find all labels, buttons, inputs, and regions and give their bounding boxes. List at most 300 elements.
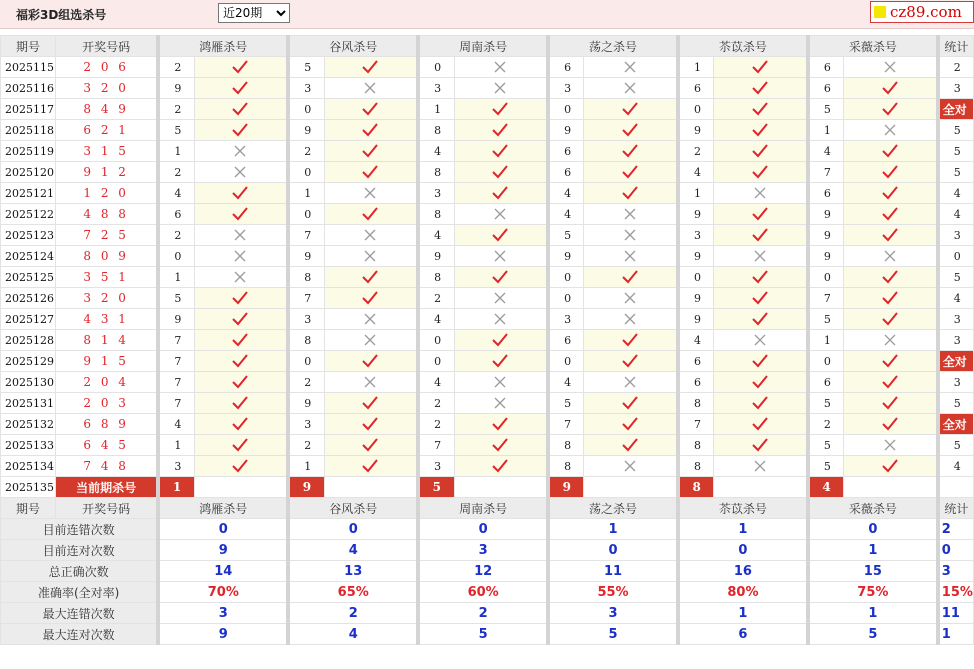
correct-count-cell: 4 [938,183,974,204]
correct-count-cell: 5 [938,267,974,288]
table-row [1,183,974,204]
result-mark-cell [584,141,678,162]
checkmark-icon [751,227,769,243]
col-expert-header: 荡之杀号 [548,36,678,57]
stats-row [1,603,974,624]
kill-number-cell: 8 [548,456,584,477]
kill-number-cell: 7 [548,414,584,435]
result-mark-cell [194,435,288,456]
checkmark-icon [231,290,249,306]
table-row [1,225,974,246]
cross-icon [881,332,899,348]
kill-number-cell: 7 [158,330,194,351]
checkmark-icon [491,458,509,474]
cross-icon [361,185,379,201]
checkmark-icon [231,374,249,390]
period-cell: 2025121 [1,183,56,204]
result-mark-cell [454,57,548,78]
stats-value: 0 [678,540,808,561]
checkmark-icon [881,458,899,474]
kill-number-cell: 7 [158,393,194,414]
result-mark-cell [844,330,938,351]
stats-value: 0 [288,519,418,540]
table-row [1,57,974,78]
col-expert-header: 鸿雁杀号 [158,498,288,519]
current-period-row [1,477,974,498]
result-mark-cell [844,141,938,162]
checkmark-icon [751,143,769,159]
checkmark-icon [881,101,899,117]
result-mark-cell [324,225,418,246]
period-cell: 2025135 [1,477,56,498]
logo-text: cz89.com [890,3,962,21]
empty-cell [584,477,678,498]
cross-icon [231,269,249,285]
kill-number-cell: 2 [418,393,454,414]
kill-number-cell: 6 [678,372,714,393]
draw-number-cell: 9 1 2 [55,162,158,183]
checkmark-icon [231,353,249,369]
col-expert-header: 采薇杀号 [808,36,938,57]
correct-count-cell: 4 [938,456,974,477]
top-bar [0,0,974,29]
result-mark-cell [454,351,548,372]
draw-number-cell: 6 4 5 [55,435,158,456]
kill-number-cell: 4 [548,183,584,204]
result-mark-cell [324,393,418,414]
result-mark-cell [194,78,288,99]
result-mark-cell [844,99,938,120]
result-mark-cell [584,162,678,183]
period-cell: 2025122 [1,204,56,225]
kill-number-cell: 3 [158,456,194,477]
kill-number-cell: 3 [288,414,324,435]
stats-row [1,561,974,582]
period-cell: 2025118 [1,120,56,141]
correct-count-cell: 5 [938,435,974,456]
result-mark-cell [584,435,678,456]
period-cell: 2025131 [1,393,56,414]
stats-value: 55% [548,582,678,603]
result-mark-cell [194,204,288,225]
result-mark-cell [454,204,548,225]
kill-number-cell: 0 [418,57,454,78]
col-period-header: 期号 [1,498,56,519]
table-row [1,414,974,435]
kill-number-cell: 9 [288,120,324,141]
kill-number-table [0,35,974,645]
period-cell: 2025132 [1,414,56,435]
stats-value: 5 [548,624,678,645]
cross-icon [881,437,899,453]
table-row [1,162,974,183]
kill-number-cell: 5 [808,456,844,477]
stats-label: 目前连对次数 [1,540,159,561]
page-title: 福彩3D组选杀号 [16,8,107,22]
checkmark-icon [881,353,899,369]
kill-number-cell: 5 [808,99,844,120]
cross-icon [751,332,769,348]
cross-icon [491,374,509,390]
col-expert-header: 采薇杀号 [808,498,938,519]
result-mark-cell [714,99,808,120]
kill-number-cell: 8 [418,162,454,183]
cross-icon [751,248,769,264]
result-mark-cell [324,162,418,183]
correct-count-cell: 3 [938,372,974,393]
result-mark-cell [844,309,938,330]
result-mark-cell [324,141,418,162]
col-period-header: 期号 [1,36,56,57]
draw-number-cell: 3 2 0 [55,78,158,99]
kill-number-cell: 9 [808,225,844,246]
checkmark-icon [491,269,509,285]
kill-number-cell: 7 [288,288,324,309]
stats-label: 最大连错次数 [1,603,159,624]
result-mark-cell [324,183,418,204]
checkmark-icon [621,269,639,285]
checkmark-icon [881,395,899,411]
kill-number-cell: 1 [678,57,714,78]
period-cell: 2025117 [1,99,56,120]
cross-icon [361,248,379,264]
result-mark-cell [844,393,938,414]
draw-number-cell: 9 1 5 [55,351,158,372]
cross-icon [361,227,379,243]
result-mark-cell [714,288,808,309]
checkmark-icon [361,395,379,411]
period-cell: 2025116 [1,78,56,99]
kill-number-cell: 9 [808,246,844,267]
stats-value: 5 [418,624,548,645]
checkmark-icon [751,206,769,222]
col-expert-header: 苶苡杀号 [678,36,808,57]
table-row [1,435,974,456]
correct-count-cell: 4 [938,288,974,309]
checkmark-icon [621,122,639,138]
result-mark-cell [454,99,548,120]
result-mark-cell [324,456,418,477]
result-mark-cell [324,99,418,120]
checkmark-icon [491,122,509,138]
checkmark-icon [751,101,769,117]
result-mark-cell [584,267,678,288]
kill-number-cell: 5 [548,225,584,246]
cross-icon [231,227,249,243]
kill-number-cell: 2 [158,162,194,183]
current-kill-label: 当前期杀号 [55,477,158,498]
draw-number-cell: 3 2 0 [55,288,158,309]
result-mark-cell [454,225,548,246]
result-mark-cell [714,435,808,456]
cross-icon [361,374,379,390]
checkmark-icon [231,416,249,432]
result-mark-cell [454,288,548,309]
result-mark-cell [324,246,418,267]
col-stats-header: 统计 [938,498,974,519]
stats-value: 14 [158,561,288,582]
kill-number-cell: 6 [808,372,844,393]
kill-number-cell: 6 [678,351,714,372]
checkmark-icon [491,437,509,453]
kill-number-cell: 0 [548,267,584,288]
kill-number-cell: 2 [678,141,714,162]
kill-number-cell: 6 [808,78,844,99]
result-mark-cell [194,246,288,267]
correct-count-cell: 5 [938,393,974,414]
kill-number-cell: 6 [808,183,844,204]
checkmark-icon [361,122,379,138]
checkmark-icon [491,185,509,201]
kill-number-cell: 4 [808,141,844,162]
checkmark-icon [361,164,379,180]
checkmark-icon [361,353,379,369]
kill-number-cell: 0 [808,267,844,288]
kill-number-cell: 4 [158,414,194,435]
checkmark-icon [621,332,639,348]
kill-number-cell: 4 [418,309,454,330]
checkmark-icon [491,227,509,243]
stats-label: 目前连错次数 [1,519,159,540]
result-mark-cell [714,78,808,99]
kill-number-cell: 3 [548,78,584,99]
checkmark-icon [621,353,639,369]
checkmark-icon [361,290,379,306]
kill-number-cell: 6 [678,78,714,99]
draw-number-cell: 3 1 5 [55,141,158,162]
stats-total: 11 [938,603,974,624]
kill-number-cell: 4 [548,204,584,225]
period-cell: 2025129 [1,351,56,372]
kill-number-cell: 8 [418,120,454,141]
result-mark-cell [844,246,938,267]
col-draw-header: 开奖号码 [55,36,158,57]
col-draw-header: 开奖号码 [55,498,158,519]
stats-value: 60% [418,582,548,603]
result-mark-cell [584,78,678,99]
result-mark-cell [194,120,288,141]
result-mark-cell [194,330,288,351]
period-cell: 2025128 [1,330,56,351]
all-correct-badge: 全对 [938,414,974,435]
stats-value: 0 [158,519,288,540]
stats-value: 5 [808,624,938,645]
table-row [1,204,974,225]
current-kill-number: 8 [678,477,714,498]
checkmark-icon [231,80,249,96]
result-mark-cell [194,267,288,288]
table-row [1,456,974,477]
col-stats-header: 统计 [938,36,974,57]
result-mark-cell [584,414,678,435]
draw-number-cell: 4 3 1 [55,309,158,330]
result-mark-cell [324,414,418,435]
site-logo[interactable] [870,1,974,23]
kill-number-cell: 4 [678,162,714,183]
stats-value: 3 [158,603,288,624]
current-kill-number: 9 [288,477,324,498]
kill-number-cell: 9 [678,246,714,267]
result-mark-cell [714,393,808,414]
cross-icon [881,122,899,138]
result-mark-cell [714,141,808,162]
result-mark-cell [194,393,288,414]
kill-number-cell: 6 [548,162,584,183]
result-mark-cell [324,435,418,456]
kill-number-cell: 3 [678,225,714,246]
period-range-select[interactable] [218,3,290,23]
cross-icon [491,59,509,75]
kill-number-cell: 2 [418,414,454,435]
stats-label: 最大连对次数 [1,624,159,645]
result-mark-cell [844,57,938,78]
result-mark-cell [194,351,288,372]
kill-number-cell: 0 [288,162,324,183]
period-cell: 2025134 [1,456,56,477]
table-row [1,309,974,330]
result-mark-cell [714,246,808,267]
result-mark-cell [584,246,678,267]
table-row [1,393,974,414]
cross-icon [231,164,249,180]
kill-number-cell: 4 [418,372,454,393]
kill-number-cell: 7 [808,162,844,183]
stats-value: 1 [808,603,938,624]
result-mark-cell [584,372,678,393]
stats-label: 总正确次数 [1,561,159,582]
draw-number-cell: 2 0 4 [55,372,158,393]
checkmark-icon [881,290,899,306]
stats-value: 3 [418,540,548,561]
stats-value: 4 [288,540,418,561]
result-mark-cell [194,162,288,183]
result-mark-cell [194,414,288,435]
stats-value: 0 [418,519,548,540]
checkmark-icon [621,437,639,453]
col-expert-header: 谷风杀号 [288,498,418,519]
empty-cell [194,477,288,498]
kill-number-cell: 2 [808,414,844,435]
kill-number-cell: 7 [288,225,324,246]
cross-icon [491,80,509,96]
stats-value: 1 [808,540,938,561]
checkmark-icon [881,227,899,243]
empty-cell [454,477,548,498]
result-mark-cell [194,372,288,393]
stats-value: 0 [808,519,938,540]
kill-number-cell: 5 [158,120,194,141]
stats-value: 1 [548,519,678,540]
kill-number-cell: 3 [418,456,454,477]
col-expert-header: 周南杀号 [418,498,548,519]
kill-number-cell: 9 [678,288,714,309]
kill-number-cell: 8 [288,330,324,351]
kill-number-cell: 9 [158,309,194,330]
result-mark-cell [454,78,548,99]
result-mark-cell [584,456,678,477]
result-mark-cell [844,78,938,99]
result-mark-cell [584,120,678,141]
kill-number-cell: 5 [808,393,844,414]
kill-number-cell: 9 [288,246,324,267]
cross-icon [621,458,639,474]
checkmark-icon [491,164,509,180]
result-mark-cell [714,120,808,141]
correct-count-cell: 4 [938,204,974,225]
result-mark-cell [714,330,808,351]
table-row [1,267,974,288]
kill-number-cell: 8 [678,456,714,477]
table-row [1,99,974,120]
table-row [1,351,974,372]
current-kill-number: 9 [548,477,584,498]
checkmark-icon [231,437,249,453]
kill-number-cell: 0 [418,330,454,351]
stats-value: 16 [678,561,808,582]
result-mark-cell [844,435,938,456]
checkmark-icon [491,101,509,117]
table-row [1,141,974,162]
checkmark-icon [751,395,769,411]
stats-total: 0 [938,540,974,561]
correct-count-cell: 2 [938,57,974,78]
draw-number-cell: 2 0 6 [55,57,158,78]
result-mark-cell [194,225,288,246]
kill-number-cell: 0 [418,351,454,372]
checkmark-icon [751,59,769,75]
cross-icon [491,395,509,411]
stats-value: 9 [158,624,288,645]
checkmark-icon [361,437,379,453]
kill-number-cell: 5 [548,393,584,414]
result-mark-cell [454,330,548,351]
checkmark-icon [361,59,379,75]
kill-number-cell: 2 [158,57,194,78]
result-mark-cell [584,330,678,351]
checkmark-icon [881,374,899,390]
kill-number-cell: 7 [418,435,454,456]
kill-number-cell: 4 [158,183,194,204]
result-mark-cell [584,57,678,78]
kill-number-cell: 2 [158,99,194,120]
kill-number-cell: 0 [808,351,844,372]
cross-icon [751,185,769,201]
result-mark-cell [194,456,288,477]
kill-number-cell: 1 [808,330,844,351]
result-mark-cell [194,183,288,204]
result-mark-cell [584,183,678,204]
stats-value: 75% [808,582,938,603]
kill-number-cell: 9 [808,204,844,225]
cross-icon [621,206,639,222]
result-mark-cell [454,141,548,162]
cross-icon [361,311,379,327]
checkmark-icon [491,332,509,348]
result-mark-cell [584,309,678,330]
result-mark-cell [194,141,288,162]
checkmark-icon [751,353,769,369]
result-mark-cell [194,57,288,78]
checkmark-icon [231,458,249,474]
checkmark-icon [751,416,769,432]
result-mark-cell [454,309,548,330]
kill-number-cell: 0 [288,351,324,372]
kill-number-cell: 8 [548,435,584,456]
kill-number-cell: 8 [678,393,714,414]
stats-value: 9 [158,540,288,561]
kill-number-cell: 1 [158,435,194,456]
draw-number-cell: 8 0 9 [55,246,158,267]
